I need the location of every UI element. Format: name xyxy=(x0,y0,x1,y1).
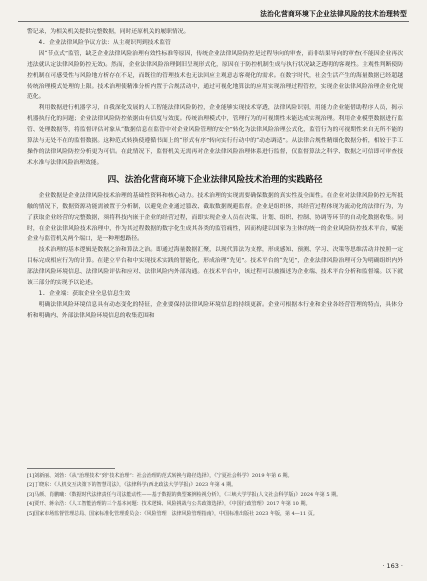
paragraph-continued: 警记录，为相关机关提供完整数据，同时还原机关的履职情况。 xyxy=(27,29,190,35)
paragraph: 因“节点式”监管，缺乏企业法律风险治理有效性标准等原因，传统企业法律风险防控是过程导向的审查，而非结果导向的审查(不能因企业再次违法就认定法律风险防控无效)。然而，企业法律风险治理倒旧呈现形式化，原因在于防控机制生成与执行状况缺乏透明的客观性。主观性判断使防控机制在可感受性与风险地方析存在不足，而既往的管理技术也无法回应主观意志客观化的需求。在数字时代，社会生活产生的海量数据已经超越传统治理模式处理的上限。技术治理使精准分析内置于合规活动中，通过可视化地算法的应用实现治理过程管控，实现企业法律风险治理企业化规范化。 xyxy=(27,50,403,101)
page-number: · 163 · xyxy=(382,562,403,570)
header-rule xyxy=(18,21,409,22)
paragraph: 明确法律风险环境信息具有动态变化的特征，企业要保持法律风险环境信息的持续更新。企业可根据本行业和企业各经营管理的特点，具体分析和明确内、外部法律风险环境信息的收集范围和 xyxy=(27,301,403,319)
running-header: 法治化营商环境下企业法律风险的技术治理转型 xyxy=(260,10,407,18)
footnote-rule xyxy=(27,468,115,469)
paragraph: 企业数据是企业法律风险技术治理的基础性资料和核心动力。技术治理的实现需要确保数据的真实性及全面性。在企业对法律风险防控无所抵触的情况下，数据资源功能需被置于分析制，以避免企业通过篡改、截取数据规避监督。企业是组织体，其经营过程体现为流动化的法律行为，为了获取企业经营的完整数据，须将科技内嵌于企业的经营过程，而即实现企业人员在决策、计划、组织、控制、协调等环节的自动化数据收集。同时，在企业法律风险技术治理中，作为其过程数据的数字化生成其各类的监管痛性，因而构建以国家为主体的统一的企业风险防控技术平台，赋能企业与监管机关两个端口，是一种理想路径。 xyxy=(27,192,403,243)
paragraph: 利用数据进行机器学习，自我深化发展的人工智能法律风险防控，企业能够实现技术穿透，法律风险识别，用能力企业能借助程序人员，揭示机器执行化的问题；企业法律风险防控依据由有信度与效度。传统治理模式中，管理行为的可视期性未能达成实现治理。利用企业模型数据进行监管、处理数据等，将监督评估对象从“数据信息在监管中对企业风险管理的安全”转化为法律风险治理公式化，监管行为的可视期性来自无所不能的算法与无处不在的监督数据。这种范式转换使遵循书面上的“形式有序”转向实行行动中的“动态调适”。从法律合规性精细化数据分析，相较于手工操作的法律风险防控分析更为可信。在此情况下，监督机关无需再对企业法律风险治理体系进行监督，仅监督算法之科学、数据之可信即可审查技术水准与法律风险治理效能。 xyxy=(27,105,403,166)
footnote: [1]刘新丽、刘勃：《从“治理技术”到“技术治理”：社会治理的范式转换与路径选择》，《宁夏社会科学》2019 年第 6 期。 xyxy=(27,473,293,479)
footnote: [2]丁晓东：《人机交互决策下的智慧司法》，《法律科学(西北政法大学学报)》2023 年第 4 期。 xyxy=(27,482,237,489)
footnote: [4]贾开、蒋余浩：《人工智能治理的三个基本问题：技术逻辑、风险挑战与公共政策选择》，《中国行政管理》2017 年第 10 期。 xyxy=(27,501,311,508)
footnote: [3]马颜、肖鹏曦：《数据时代法律责任与司法能动性——基于数据的典型案例检视分析》，《三峡大学学报(人文社会科学版)》2024 年第 5 期。 xyxy=(27,491,342,498)
paragraph: 技术治理的基本逻辑是数据之治和算法之治。即通过海量数据汇聚，以现代算法为支撑，形成感知、预测、学习、决策等思维活动并按照一定目标完成相应行为的计算。在建立平台和中实现技术实践的智能化，形成治理“先见”。技术平台的“先见”，企业法律风险治理可分为明确组织内外部法律风险环境信息、法律风险评估和应对、法律风险内外部沟通。在技术平台中，该过程可以被描述为企业端、技术平台分析和监督端。以下就该三部分的实现予以论述。 xyxy=(27,247,403,287)
main-text xyxy=(27,27,403,322)
section-title: 四、法治化营商环境下企业法律风险技术治理的实践路径 xyxy=(107,174,323,185)
subsection-heading: 4. 企业法律风险争议方法：从主观识判到技术监管 xyxy=(38,39,171,46)
subsection-heading: 1. 企业端：获取企业全息信息生效 xyxy=(38,290,131,297)
footnotes xyxy=(27,472,403,519)
footnote: [5]国家市场监督管理总局、国家标准化管理委员会：《风险管理 法律风险管理指南》，中国标准出版社 2023 年版，第 4—11 页。 xyxy=(27,510,318,517)
